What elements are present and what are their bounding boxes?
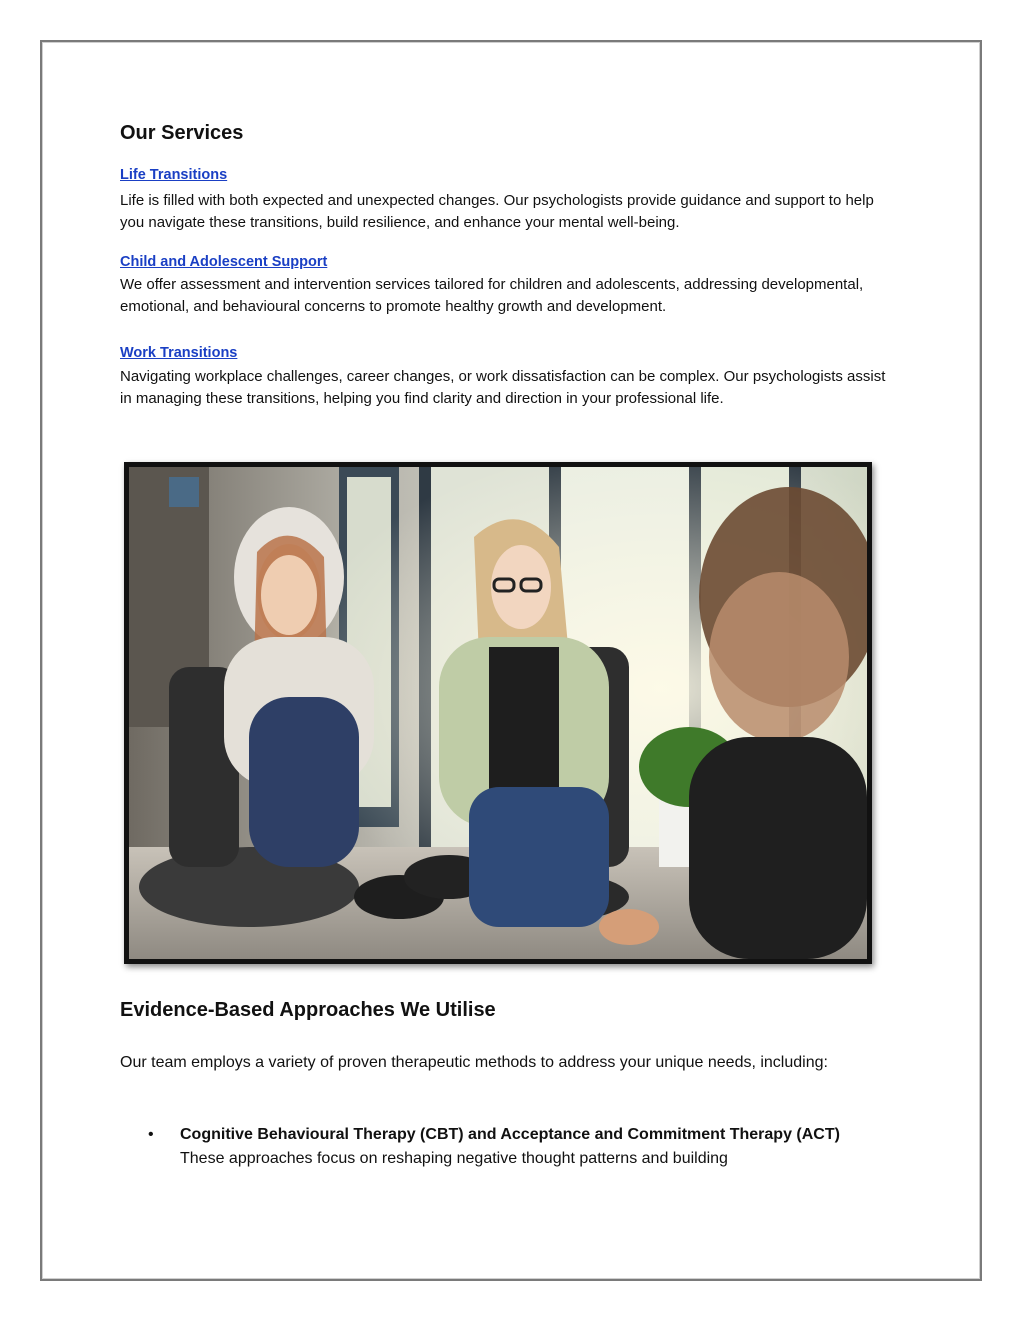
approaches-intro: Our team employs a variety of proven therapeutic methods to address your unique needs, including: (120, 1054, 828, 1071)
child-adolescent-support-link[interactable]: Child and Adolescent Support (120, 254, 328, 270)
cbt-act-description: These approaches focus on reshaping negative thought patterns and building (180, 1150, 728, 1167)
therapy-session-photo (124, 462, 872, 964)
services-heading: Our Services (120, 122, 244, 144)
approaches-heading: Evidence-Based Approaches We Utilise (120, 999, 496, 1021)
work-transitions-link[interactable]: Work Transitions (120, 345, 238, 361)
life-transitions-link[interactable]: Life Transitions (120, 167, 228, 183)
therapy-photo-illustration (129, 467, 867, 959)
bullet-marker: • (148, 1126, 154, 1143)
work-transitions-description: Navigating workplace challenges, career changes, or work dissatisfaction can be complex. Our psychologists assist in managing these transitions, helping you find clarity and direction in your professional life. (120, 368, 886, 407)
child-adolescent-support-description: We offer assessment and intervention services tailored for children and adolescents, addressing developmental, emotional, and behavioural concerns to promote healthy growth and development. (120, 276, 864, 315)
cbt-act-title: Cognitive Behavioural Therapy (CBT) and Acceptance and Commitment Therapy (ACT) (180, 1126, 840, 1143)
life-transitions-description: Life is filled with both expected and unexpected changes. Our psychologists provide guidance and support to help you navigate these transitions, build resilience, and enhance your mental well-being. (120, 192, 874, 231)
